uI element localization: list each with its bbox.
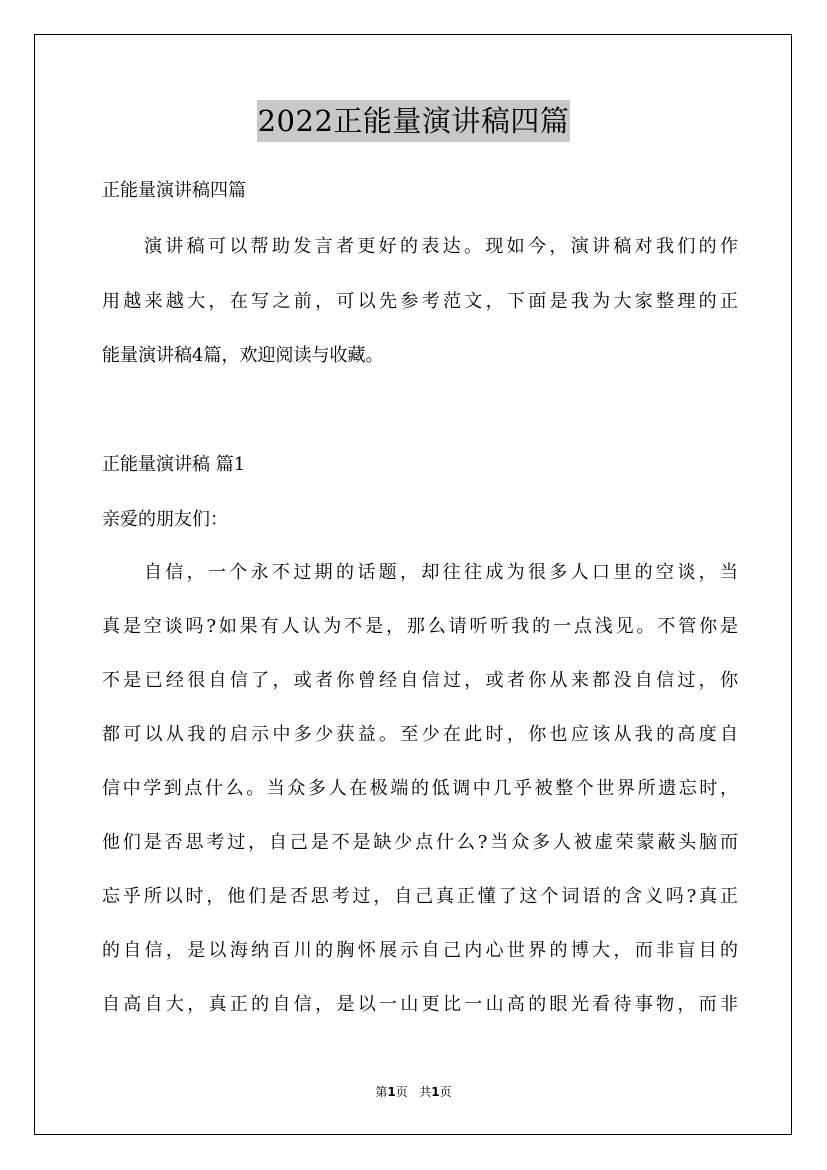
- total-pages: 1: [431, 1085, 440, 1099]
- body-line: 不是已经很自信了，或者你曾经自信过，或者你从来都没自信过，你: [102, 670, 738, 691]
- section-heading: 正能量演讲稿 篇1: [102, 454, 246, 475]
- intro-line: 演讲稿可以帮助发言者更好的表达。现如今，演讲稿对我们的作: [144, 236, 738, 257]
- intro-line: 能量演讲稿4篇，欢迎阅读与收藏。: [102, 345, 384, 366]
- body-line: 忘乎所以时，他们是否思考过，自己真正懂了这个词语的含义吗?真正: [102, 886, 738, 907]
- body-line: 都可以从我的启示中多少获益。至少在此时，你也应该从我的高度自: [102, 724, 738, 745]
- salutation: 亲爱的朋友们：: [102, 509, 228, 530]
- body-line: 自高自大，真正的自信，是以一山更比一山高的眼光看待事物，而非: [102, 994, 738, 1015]
- body-line: 的自信，是以海纳百川的胸怀展示自己内心世界的博大，而非盲目的: [102, 940, 738, 961]
- document-title: 2022正能量演讲稿四篇: [257, 100, 571, 142]
- page-number: 1: [387, 1085, 396, 1099]
- title-container: [0, 100, 827, 142]
- subtitle: 正能量演讲稿四篇: [102, 180, 246, 201]
- body-line: 真是空谈吗?如果有人认为不是，那么请听听我的一点浅见。不管你是: [102, 616, 738, 637]
- page-footer: [0, 1083, 827, 1100]
- body-line: 他们是否思考过，自己是不是缺少点什么?当众多人被虚荣蒙蔽头脑而: [102, 832, 738, 853]
- total-label-suffix: 页: [439, 1085, 452, 1099]
- intro-line: 用越来越大，在写之前，可以先参考范文，下面是我为大家整理的正: [102, 291, 738, 312]
- page-label-suffix: 页: [395, 1085, 408, 1099]
- body-line: 自信，一个永不过期的话题，却往往成为很多人口里的空谈，当: [144, 562, 738, 583]
- body-line: 信中学到点什么。当众多人在极端的低调中几乎被整个世界所遗忘时，: [102, 778, 738, 799]
- page-label-prefix: 第: [375, 1085, 388, 1099]
- total-label-prefix: 共: [419, 1085, 432, 1099]
